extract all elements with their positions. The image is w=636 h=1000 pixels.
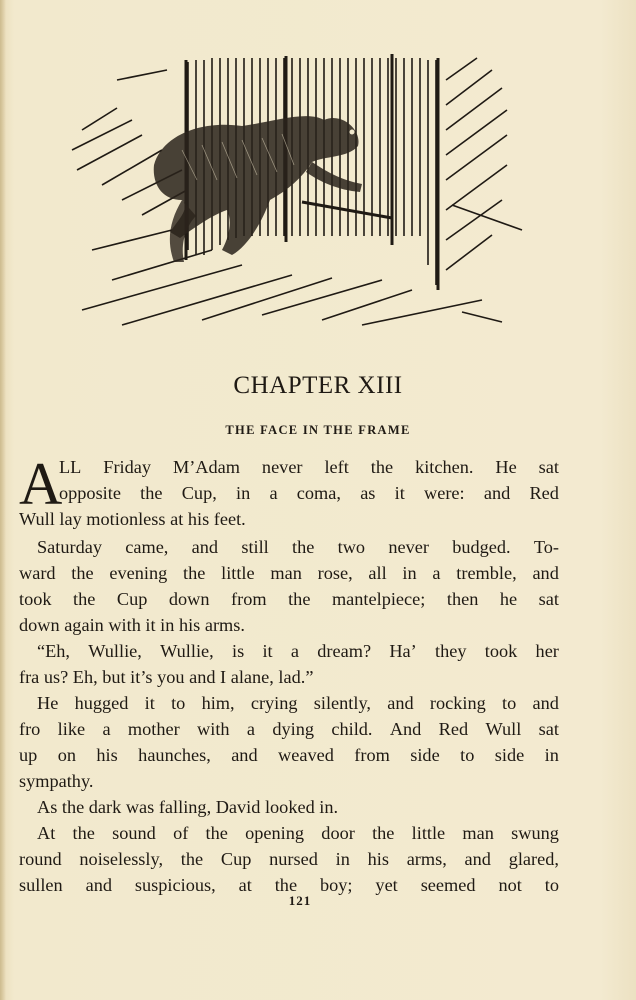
text-line: up on his haunches, and weaved from side to side in — [19, 745, 559, 765]
text-line: took the Cup down from the mantelpiece; then he sat — [19, 589, 559, 609]
text-line: At the sound of the opening door the little man swung — [37, 823, 559, 843]
text-line: round noiselessly, the Cup nursed in his arms, and glared, — [19, 849, 559, 869]
text-line: Saturday came, and still the two never budged. To- — [37, 537, 559, 557]
page-number: 121 — [288, 893, 312, 908]
text-line: fro like a mother with a dying child. And Red Wull sat — [19, 719, 559, 739]
page-gutter-shadow — [0, 0, 6, 1000]
text-line: sympathy. — [19, 771, 94, 791]
text-line: fra us? Eh, but it’s you and I alane, lad.” — [19, 667, 314, 687]
text-line: ward the evening the little man rose, all in a tremble, and — [19, 563, 559, 583]
text-line: Wull lay motionless at his feet. — [19, 509, 246, 529]
dog-illustration — [62, 50, 524, 340]
text-line: sullen and suspicious, at the boy; yet seemed not to — [19, 875, 559, 895]
drop-cap: A — [19, 451, 63, 517]
text-line: He hugged it to him, crying silently, and rocking to and — [37, 693, 559, 713]
text-line: As the dark was falling, David looked in. — [37, 797, 339, 817]
text-line: opposite the Cup, in a coma, as it were: and Red — [59, 483, 559, 503]
text-line: “Eh, Wullie, Wullie, is it a dream? Ha’ they took her — [37, 641, 559, 661]
text-line: LL Friday M’Adam never left the kitchen. He sat — [59, 457, 559, 477]
chapter-heading: CHAPTER XIII — [233, 372, 403, 399]
chapter-subtitle: THE FACE IN THE FRAME — [225, 423, 411, 437]
text-line: down again with it in his arms. — [19, 615, 245, 635]
